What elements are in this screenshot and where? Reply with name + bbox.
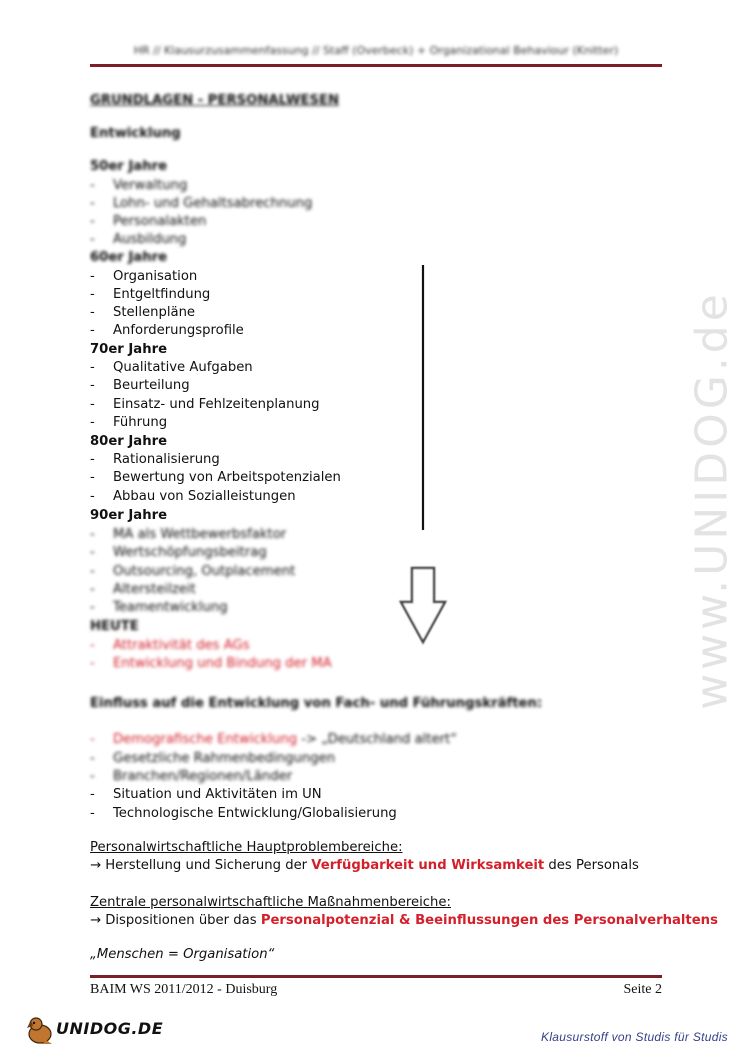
decade-heading: 90er Jahre [90,508,168,523]
list-item: MA als Wettbewerbsfaktor [113,527,287,542]
list-bullet: - [90,323,95,338]
list-item: Verwaltung [113,178,188,193]
list-bullet: - [90,656,95,671]
list-item: Gesetzliche Rahmenbedingungen [113,751,336,766]
list-item: Organisation [113,269,198,284]
measures-heading: Zentrale personalwirtschaftliche Maßnahmenbereiche: [90,895,451,910]
list-bullet: - [90,527,95,542]
list-item: Outsourcing, Outplacement [113,564,296,579]
list-item: Einsatz- und Fehlzeitenplanung [113,397,320,412]
list-item: Attraktivität des AGs [113,638,250,653]
list-item: Lohn- und Gehaltsabrechnung [113,196,313,211]
logo-wordmark[interactable]: UNIDOG.DE [56,1019,164,1038]
list-bullet: - [90,232,95,247]
page-header: HR // Klausurzusammenfassung // Staff (Overbeck) + Organizational Behaviour (Knitter) [133,44,619,57]
list-item: Führung [113,415,168,430]
list-bullet: - [90,751,95,766]
watermark: www.UNIDOG.de [686,290,738,710]
section-title: GRUNDLAGEN - PERSONALWESEN [90,93,340,108]
list-bullet: - [90,269,95,284]
list-item: Wertschöpfungsbeitrag [113,545,267,560]
list-bullet: - [90,305,95,320]
list-bullet: - [90,806,95,821]
timeline-arrow [395,170,455,650]
influence-heading: Einfluss auf die Entwicklung von Fach- und Führungskräften: [90,696,543,711]
list-item: Anforderungsprofile [113,323,244,338]
decade-heading: HEUTE [90,619,139,634]
list-item: Altersteilzeit [113,582,196,597]
list-bullet: - [90,397,95,412]
list-bullet: - [90,787,95,802]
problems-text: → Herstellung und Sicherung der Verfügbarkeit und Wirksamkeit des Personals [90,858,639,873]
list-item: Branchen/Regionen/Länder [113,769,293,784]
list-bullet: - [90,452,95,467]
list-item: Demografische Entwicklung -> „Deutschland altert“ [113,732,458,747]
list-item: Teamentwicklung [113,600,228,615]
list-item: Entwicklung und Bindung der MA [113,656,332,671]
list-bullet: - [90,769,95,784]
list-bullet: - [90,489,95,504]
list-bullet: - [90,545,95,560]
list-bullet: - [90,732,95,747]
list-bullet: - [90,287,95,302]
list-bullet: - [90,600,95,615]
page-number: Seite 2 [623,982,662,997]
decade-heading: 80er Jahre [90,434,168,449]
problems-heading: Personalwirtschaftliche Hauptproblembereiche: [90,840,403,855]
list-bullet: - [90,564,95,579]
list-item: Bewertung von Arbeitspotenzialen [113,470,341,485]
list-item: Entgeltfindung [113,287,211,302]
decade-heading: 60er Jahre [90,250,168,265]
list-bullet: - [90,378,95,393]
list-bullet: - [90,214,95,229]
slogan: Klausurstoff von Studis für Studis [541,1030,728,1044]
measures-text: → Dispositionen über das Personalpotenzial & Beeinflussungen des Personalverhaltens [90,913,718,928]
list-item: Technologische Entwicklung/Globalisierung [113,806,397,821]
list-item: Ausbildung [113,232,187,247]
list-bullet: - [90,178,95,193]
quote: „Menschen = Organisation“ [90,947,275,962]
footer-rule [90,975,662,978]
decade-heading: 70er Jahre [90,342,168,357]
header-rule [90,64,662,67]
footer-left: BAIM WS 2011/2012 - Duisburg [90,982,278,997]
list-item: Beurteilung [113,378,190,393]
list-bullet: - [90,638,95,653]
list-item: Stellenpläne [113,305,196,320]
list-bullet: - [90,582,95,597]
decade-heading: 50er Jahre [90,159,168,174]
subtitle: Entwicklung [90,126,181,141]
list-item: Personalakten [113,214,207,229]
list-item: Situation und Aktivitäten im UN [113,787,322,802]
list-item: Qualitative Aufgaben [113,360,253,375]
list-bullet: - [90,196,95,211]
list-item: Rationalisierung [113,452,220,467]
list-item: Abbau von Sozialleistungen [113,489,296,504]
list-bullet: - [90,415,95,430]
list-bullet: - [90,360,95,375]
list-bullet: - [90,470,95,485]
